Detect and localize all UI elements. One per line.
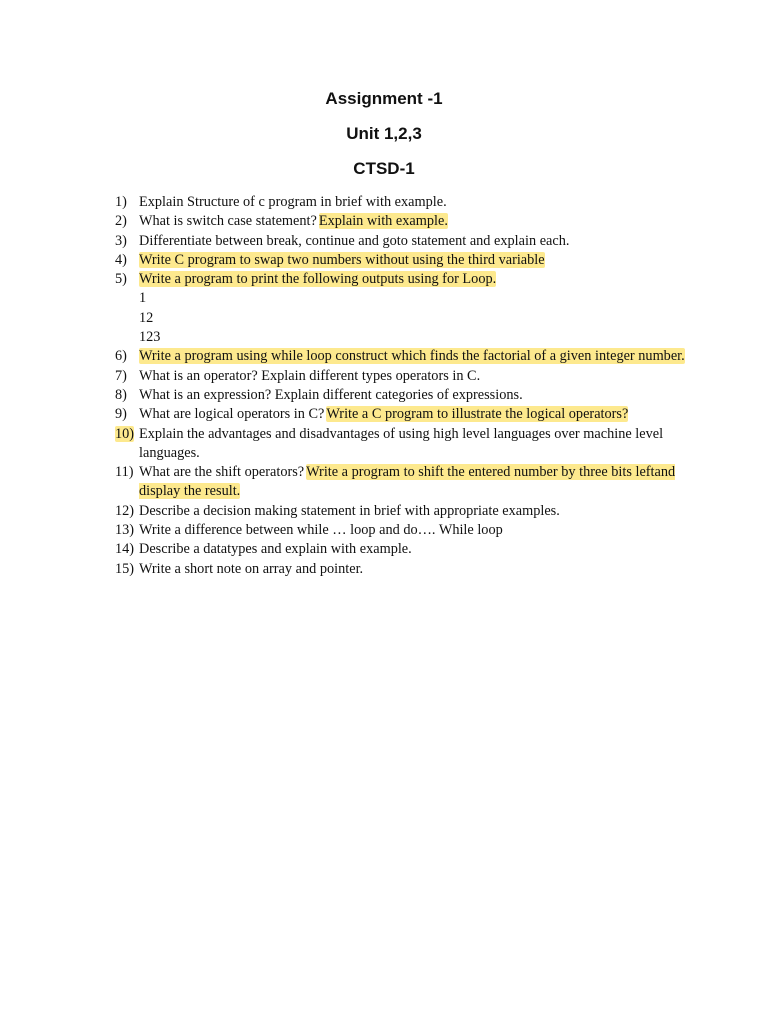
units-heading: Unit 1,2,3 (346, 124, 422, 143)
course-heading: CTSD-1 (353, 159, 415, 178)
question-number: 8) (115, 386, 127, 403)
question-number: 4) (115, 251, 127, 268)
question-13 (115, 521, 685, 540)
question-number: 10) (115, 425, 135, 442)
question-number: 7) (115, 367, 127, 384)
output-line-1: 1 (139, 290, 147, 307)
question-10 (115, 425, 685, 464)
question-text: Differentiate between break, continue and goto statement and explain each. (139, 232, 570, 249)
question-number: 2) (115, 213, 127, 230)
question-8 (115, 386, 685, 405)
highlighted-text: Write C program to swap two numbers without using the third variable (139, 251, 545, 268)
question-number: 15) (115, 560, 135, 577)
highlighted-text: Explain with example. (318, 213, 448, 230)
question-text: Explain the advantages and disadvantages of using high level languages over machine level languages. (139, 425, 664, 461)
question-number: 1) (115, 194, 127, 210)
question-3 (115, 232, 685, 251)
question-number: 14) (115, 541, 135, 558)
question-2 (115, 212, 685, 231)
question-number: 11) (115, 464, 134, 481)
highlighted-text: Write a program to shift the entered number by three bits leftand display the result. (139, 464, 676, 500)
question-number: 5) (115, 271, 127, 288)
output-line-3: 123 (139, 329, 161, 346)
question-text: What is an operator? Explain different types operators in C. (139, 367, 481, 384)
question-text: Describe a datatypes and explain with example. (139, 541, 412, 558)
question-number: 12) (115, 502, 135, 519)
question-number: 13) (115, 522, 135, 539)
question-12 (115, 502, 685, 521)
question-number: 6) (115, 348, 127, 365)
question-text: What are logical operators in C? (139, 406, 325, 423)
question-7 (115, 367, 685, 386)
question-6 (115, 347, 685, 366)
question-1 (115, 193, 685, 212)
question-9 (115, 405, 685, 424)
question-text: What is switch case statement? (139, 213, 317, 230)
question-11 (115, 463, 685, 502)
highlighted-text: Write a program to print the following outputs using for Loop. (139, 271, 497, 288)
highlighted-text: Write a program using while loop construct which finds the factorial of a given integer number. (139, 348, 685, 365)
question-number: 9) (115, 406, 127, 423)
question-text: Write a difference between while … loop and do…. While loop (139, 522, 503, 539)
question-4 (115, 251, 685, 270)
output-line-2: 12 (139, 309, 154, 326)
question-5 (115, 270, 685, 289)
question-list (115, 193, 685, 579)
question-text: Describe a decision making statement in brief with appropriate examples. (139, 502, 560, 519)
question-text: What are the shift operators? (139, 464, 305, 481)
question-text: Write a short note on array and pointer. (139, 560, 364, 577)
highlighted-text: Write a C program to illustrate the logical operators? (326, 406, 629, 423)
question-text: Explain Structure of c program in brief with example. (139, 194, 447, 210)
question-text: What is an expression? Explain different categories of expressions. (139, 386, 523, 403)
assignment-title: Assignment -1 (325, 89, 443, 108)
question-14 (115, 540, 685, 559)
question-number: 3) (115, 232, 127, 249)
question-15 (115, 560, 685, 579)
